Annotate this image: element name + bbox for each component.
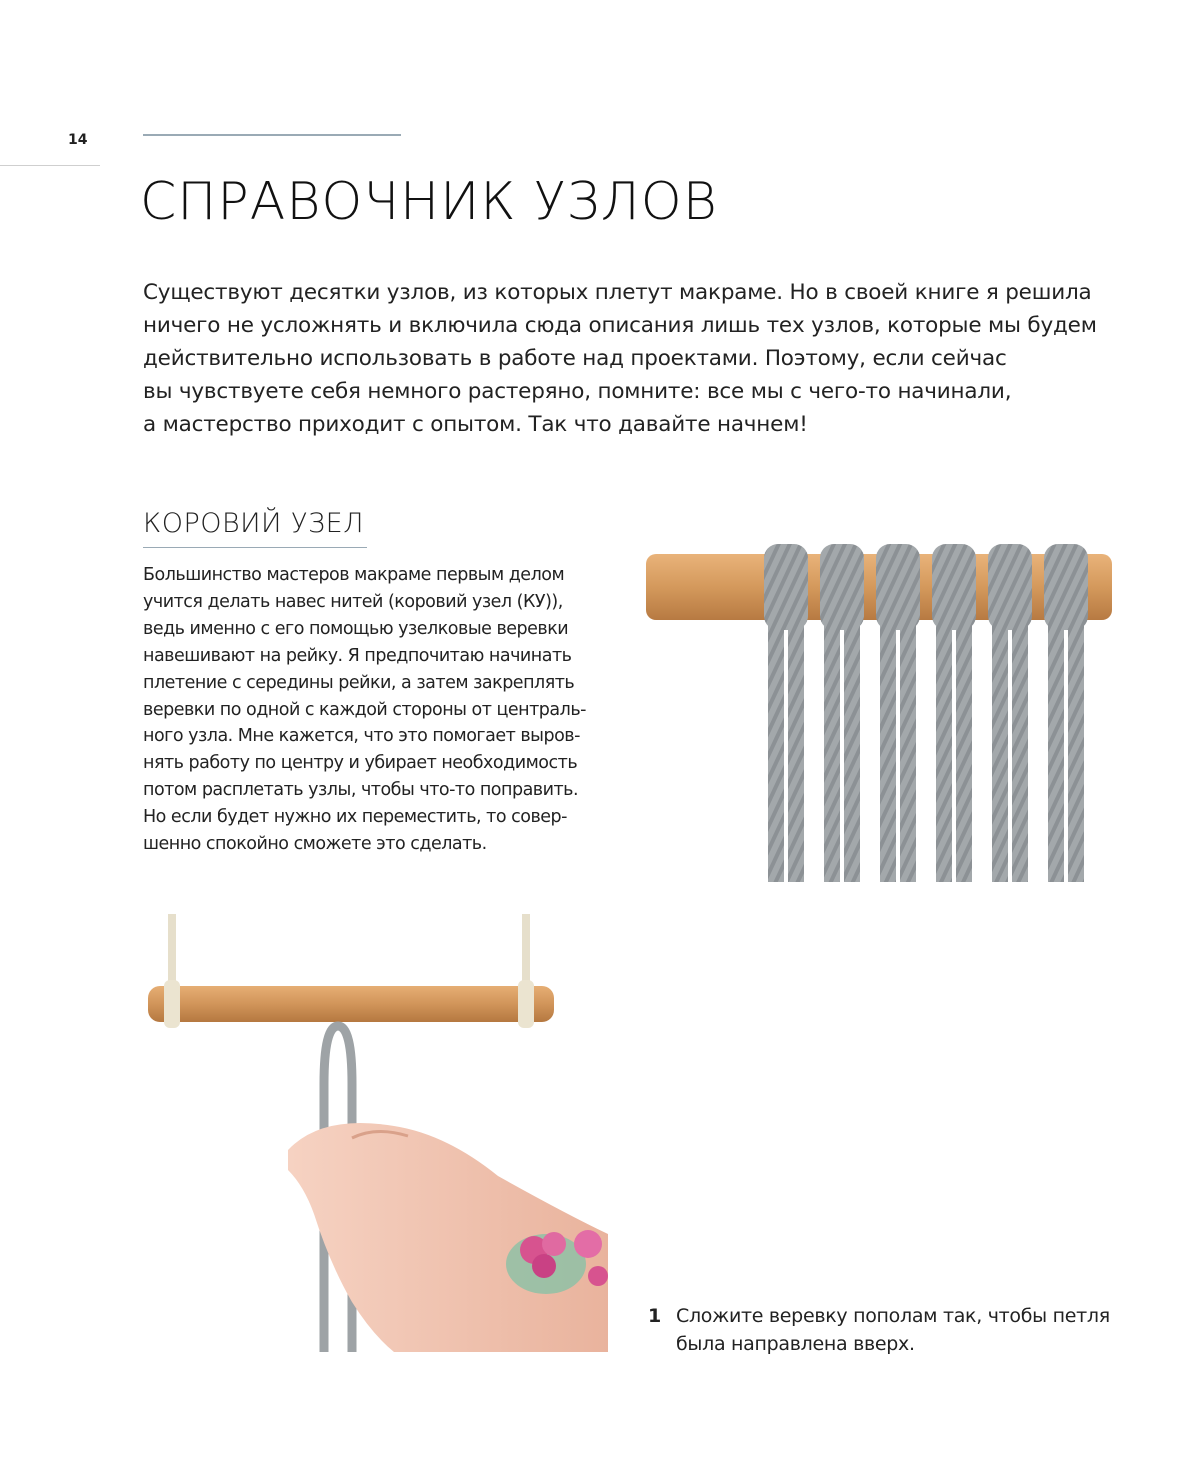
page-number: 14 [68, 132, 88, 148]
dowel [148, 986, 554, 1022]
cord-wrap-right [518, 980, 534, 1028]
body-line: шенно спокойно сможете это сделать. [143, 834, 487, 855]
step-line: Сложите веревку пополам так, чтобы петля [676, 1305, 1110, 1327]
body-line: потом расплетать узлы, чтобы что-то поправить. [143, 780, 579, 801]
finished-knots-illustration [646, 540, 1112, 882]
page-title: СПРАВОЧНИК УЗЛОВ [140, 172, 718, 232]
body-line: учится делать навес нитей (коровий узел (КУ)), [143, 591, 563, 612]
body-line: Но если будет нужно их переместить, то совер- [143, 807, 567, 828]
body-line: плетение с середины рейки, а затем закреплять [143, 672, 575, 693]
margin-divider [0, 165, 100, 166]
intro-line: ничего не усложнять и включила сюда описания лишь тех узлов, которые мы будем [143, 313, 1097, 338]
body-line: ного узла. Мне кажется, что это помогает выров- [143, 726, 580, 747]
intro-line: вы чувствуете себя немного растеряно, помните: все мы с чего-то начинали, [143, 379, 1012, 404]
body-line: навешивают на рейку. Я предпочитаю начинать [143, 645, 572, 666]
cord-wrap-left [164, 980, 180, 1028]
section-heading: КОРОВИЙ УЗЕЛ [143, 508, 364, 539]
title-rule [143, 134, 401, 136]
step-line: была направлена вверх. [676, 1333, 915, 1355]
section-rule [143, 547, 367, 548]
intro-line: а мастерство приходит с опытом. Так что давайте начнем! [143, 412, 808, 437]
body-line: веревки по одной с каждой стороны от централь- [143, 699, 586, 720]
body-line: Большинство мастеров макраме первым делом [143, 565, 565, 585]
intro-line: действительно использовать в работе над проектами. Поэтому, если сейчас [143, 346, 1007, 371]
intro-line: Существуют десятки узлов, из которых плетут макраме. Но в своей книге я решила [143, 280, 1092, 305]
body-line: нять работу по центру и убирает необходимость [143, 753, 578, 774]
body-line: ведь именно с его помощью узелковые веревки [143, 618, 569, 639]
step-number: 1 [648, 1305, 661, 1327]
intro-paragraph [143, 276, 1103, 441]
photo-step-1 [146, 914, 608, 1352]
section-body [143, 562, 613, 858]
step-text [676, 1302, 1110, 1358]
step-1-illustration [146, 914, 608, 1352]
photo-finished-knots [646, 540, 1112, 882]
